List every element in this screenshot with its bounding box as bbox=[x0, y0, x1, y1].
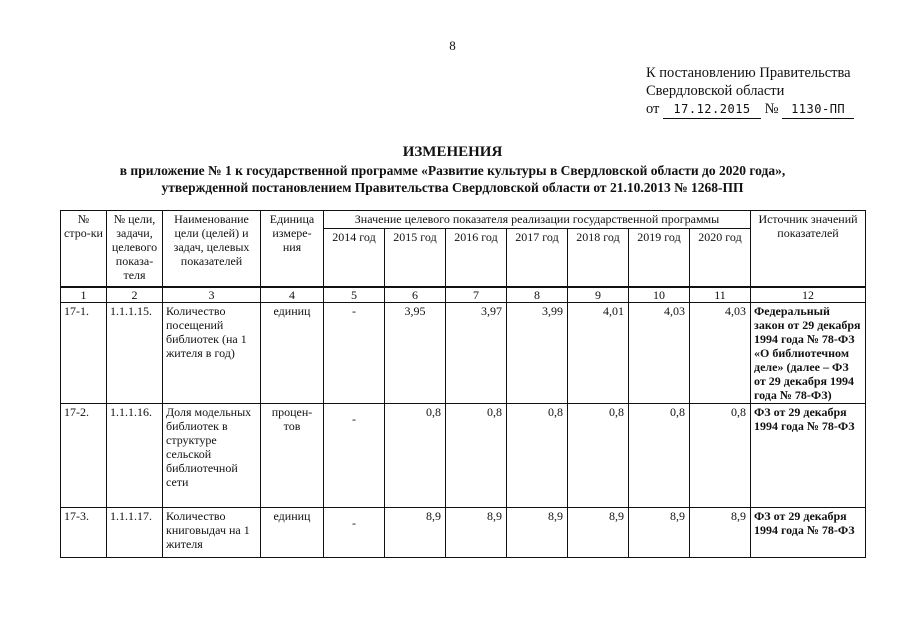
cell-goal-no: 1.1.1.15. bbox=[107, 302, 163, 403]
column-number: 1 bbox=[61, 287, 107, 303]
approval-block bbox=[646, 64, 854, 119]
cell-source: Федеральный закон от 29 декабря 1994 года № 78-ФЗ «О библиотечном деле» (далее – ФЗ от 29 декабря 1994 года № 78-ФЗ) bbox=[751, 302, 866, 403]
approval-line-1: К постановлению Правительства bbox=[646, 65, 851, 81]
header-year: 2017 год bbox=[507, 229, 568, 287]
header-year: 2020 год bbox=[690, 229, 751, 287]
title-line-2: утвержденной постановлением Правительства Свердловской области от 21.10.2013 № 1268-ПП bbox=[161, 180, 744, 195]
cell-value: 4,01 bbox=[568, 302, 629, 403]
cell-value: 8,9 bbox=[446, 507, 507, 557]
cell-row-no: 17-2. bbox=[61, 403, 107, 507]
cell-value: 3,99 bbox=[507, 302, 568, 403]
cell-value: 8,9 bbox=[385, 507, 446, 557]
column-number: 9 bbox=[568, 287, 629, 303]
column-number: 2 bbox=[107, 287, 163, 303]
table-row bbox=[61, 302, 866, 403]
page-number: 8 bbox=[449, 38, 456, 53]
column-number: 5 bbox=[324, 287, 385, 303]
indicators-table bbox=[60, 210, 866, 558]
cell-unit: единиц bbox=[261, 302, 324, 403]
cell-value: 0,8 bbox=[446, 403, 507, 507]
column-number: 8 bbox=[507, 287, 568, 303]
cell-row-no: 17-3. bbox=[61, 507, 107, 557]
header-source: Источник значений показателей bbox=[751, 211, 866, 287]
title-line-1: в приложение № 1 к государственной программе «Развитие культуры в Свердловской области до 2020 года», bbox=[119, 163, 786, 178]
cell-name: Количество посещений библиотек (на 1 жителя в год) bbox=[163, 302, 261, 403]
cell-value: 0,8 bbox=[385, 403, 446, 507]
cell-value: 8,9 bbox=[690, 507, 751, 557]
approval-line-2: Свердловской области bbox=[646, 83, 785, 99]
column-number: 12 bbox=[751, 287, 866, 303]
cell-value: 8,9 bbox=[568, 507, 629, 557]
cell-value: 0,8 bbox=[690, 403, 751, 507]
header-unit: Единица измере-ния bbox=[261, 211, 324, 287]
table-row bbox=[61, 507, 866, 557]
column-number: 6 bbox=[385, 287, 446, 303]
column-number: 7 bbox=[446, 287, 507, 303]
approval-date-line bbox=[646, 100, 854, 119]
title-heading: ИЗМЕНЕНИЯ bbox=[402, 144, 503, 160]
header-year: 2014 год bbox=[324, 229, 385, 287]
cell-value: 3,97 bbox=[446, 302, 507, 403]
cell-value: 8,9 bbox=[629, 507, 690, 557]
header-row-no: № стро-ки bbox=[61, 211, 107, 287]
cell-value: - bbox=[324, 507, 385, 557]
cell-name: Доля модельных библиотек в структуре сельской библиотечной сети bbox=[163, 403, 261, 507]
cell-value: 8,9 bbox=[507, 507, 568, 557]
header-year: 2016 год bbox=[446, 229, 507, 287]
column-number: 3 bbox=[163, 287, 261, 303]
cell-value: - bbox=[324, 403, 385, 507]
table-row bbox=[61, 403, 866, 507]
cell-goal-no: 1.1.1.17. bbox=[107, 507, 163, 557]
column-numbers-row bbox=[61, 287, 866, 303]
cell-value: 3,95 bbox=[385, 302, 446, 403]
cell-value: 0,8 bbox=[507, 403, 568, 507]
cell-unit: процен-тов bbox=[261, 403, 324, 507]
cell-row-no: 17-1. bbox=[61, 302, 107, 403]
header-year: 2019 год bbox=[629, 229, 690, 287]
cell-goal-no: 1.1.1.16. bbox=[107, 403, 163, 507]
column-number: 11 bbox=[690, 287, 751, 303]
approval-date: 17.12.2015 bbox=[663, 100, 761, 119]
cell-value: 0,8 bbox=[629, 403, 690, 507]
approval-number: 1130-ПП bbox=[782, 100, 854, 119]
cell-value: 0,8 bbox=[568, 403, 629, 507]
header-goal-no: № цели, задачи, целевого показа-теля bbox=[107, 211, 163, 287]
cell-unit: единиц bbox=[261, 507, 324, 557]
column-number: 10 bbox=[629, 287, 690, 303]
column-number: 4 bbox=[261, 287, 324, 303]
header-name: Наименование цели (целей) и задач, целевых показателей bbox=[163, 211, 261, 287]
cell-value: - bbox=[324, 302, 385, 403]
cell-value: 4,03 bbox=[629, 302, 690, 403]
approval-number-label: № bbox=[764, 101, 779, 117]
cell-source: ФЗ от 29 декабря 1994 года № 78-ФЗ bbox=[751, 507, 866, 557]
header-year: 2018 год bbox=[568, 229, 629, 287]
header-year: 2015 год bbox=[385, 229, 446, 287]
header-values-group: Значение целевого показателя реализации государственной программы bbox=[324, 211, 751, 229]
cell-source: ФЗ от 29 декабря 1994 года № 78-ФЗ bbox=[751, 403, 866, 507]
document-title bbox=[0, 143, 905, 196]
cell-name: Количество книговыдач на 1 жителя bbox=[163, 507, 261, 557]
approval-from-label: от bbox=[646, 101, 660, 117]
cell-value: 4,03 bbox=[690, 302, 751, 403]
